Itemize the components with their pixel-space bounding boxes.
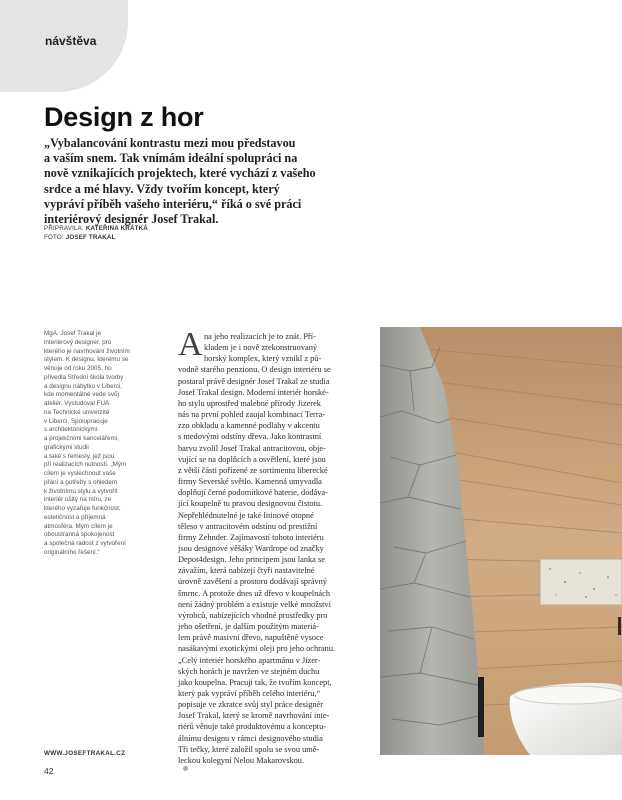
sidebar-line: kde momentálně vede svůj	[44, 391, 119, 399]
body-line: riérů věnuje také produktovému a konceptu-	[178, 722, 327, 732]
sidebar-line: MgA. Josef Trakal je	[44, 330, 102, 337]
bathroom-photo	[380, 327, 622, 755]
body-line: těleso v antracitovém odstínu od prestižní	[178, 521, 318, 531]
tub-rim	[514, 686, 622, 704]
body-line: barvu zvolil Josef Trakal antracitovou, obje-	[178, 443, 326, 453]
end-mark-icon	[183, 766, 188, 771]
body-line: nás na první pohled zaujal kombinací Terra-	[178, 410, 326, 420]
body-line: který pak vypráví příběh celého interiéru,“	[178, 689, 321, 698]
article-credits	[44, 224, 148, 242]
sidebar-line: a společná radost z vytvoření	[44, 540, 126, 547]
credit-photo: FOTO: JOSEF TRAKAL	[44, 234, 116, 241]
sidebar-line: a designu nábytku v Liberci,	[44, 382, 123, 390]
sidebar-line: interiérový designer, pro	[44, 338, 112, 346]
body-line: Josef Trakal design. Moderní interiér horské-	[178, 387, 329, 397]
footer-url[interactable]: WWW.JOSEFTRAKAL.CZ	[44, 750, 126, 757]
article-title: Design z hor	[44, 102, 204, 132]
body-line: s medovými odstíny dřeva. Jako kontrastní	[178, 432, 322, 442]
sidebar-line: interiér ušitý na míru, ze	[44, 496, 112, 504]
sidebar-line: věnuje od roku 2005, ho	[44, 365, 112, 372]
body-line: výrobců, nabízejících vhodné prostředky pro	[178, 610, 328, 620]
sidebar-line: stylem. K designu, kterému se	[44, 356, 129, 364]
body-last-line: leckou kolegyní Nelou Makarovskou.	[178, 755, 368, 771]
body-line: Depot4design. Jeho principem jsou lanka se	[178, 555, 325, 565]
sidebar-line: přivedla Střední škola tvorby	[44, 373, 124, 381]
body-line: úrovně zavěšení a prostoru dodávají správný	[178, 577, 327, 587]
black-radiator	[478, 677, 484, 737]
body-line: popisuje ve zkratce svůj styl práce designér	[178, 700, 324, 710]
sidebar-line: estetičnost a příjemná	[44, 513, 106, 521]
sidebar-line: kterého je navrhování životním	[44, 347, 130, 355]
body-line: álnímu designu v rámci designového studia	[178, 733, 323, 743]
body-line: nasákavými exotickými oleji pro jeho ochranu.	[178, 644, 336, 654]
body-line: není žádný problém a existuje velké množství	[178, 599, 331, 609]
sidebar-line: grafickými studii	[44, 443, 89, 451]
page-number: 42	[44, 766, 54, 776]
body-line: závažím, která nabízejí čtyři nastavitelné	[178, 566, 315, 576]
sidebar-line: a projekčními kancelářemi,	[44, 435, 119, 442]
terrazzo-niche	[540, 559, 622, 605]
sidebar-line: s architektonickými	[44, 426, 98, 434]
body-line: kladem je i nově zrekonstruovaný	[204, 343, 318, 353]
sidebar-line: oboustranná spokojenost	[44, 531, 115, 539]
body-line: lem právě masivní dřevo, napuštěné vysoce	[178, 633, 324, 643]
body-line: z větší části pořízené ze sortimentu liberecké	[178, 465, 328, 475]
article-body	[178, 326, 368, 771]
body-line: vující se na doplňcích a osvětlení, které jsou	[178, 454, 326, 464]
lead-line: interiérový designér Josef Trakal.	[44, 212, 219, 227]
body-line: doplňují černé podomítkové baterie, dodáva-	[178, 488, 328, 498]
section-label: návštěva	[45, 34, 97, 48]
body-line: zzo obkladu a kamenné podlahy v akcentu	[178, 421, 320, 431]
body-line: jako koupelna. Pracuji tak, že tvořím koncept,	[178, 677, 332, 687]
sidebar-line: při realizacích nutností. „Mým	[44, 461, 127, 469]
drop-cap: A	[178, 326, 203, 363]
faucet-icon	[618, 617, 621, 635]
designer-bio-sidebar	[44, 330, 156, 558]
lead-line: srdce a mé hlavy. Vždy tvořím koncept, který	[44, 181, 280, 196]
body-line: ských horách je navržen ve stejném duchu	[178, 666, 320, 676]
body-line: jsou designové věšáky Wardrope od značky	[178, 543, 324, 553]
body-line: postaral právě designér Josef Trakal ze studia	[178, 376, 330, 386]
lead-line: a vaším snem. Tak vnímám ideální spolupráci na	[44, 151, 298, 166]
lead-line: nově vznikajících projektech, které vychází z vašeho	[44, 166, 316, 181]
body-line: vodně starého penzionu. O design interiéru se	[178, 365, 331, 375]
lead-line: vypráví příběh vašeho interiéru,“ říká o své práci	[44, 196, 302, 211]
body-line: na jeho realizacích je to znát. Pří-	[204, 332, 316, 341]
sidebar-line: na Technické univerzitě	[44, 408, 110, 416]
sidebar-line: originálního řešení.“	[44, 548, 100, 556]
sidebar-line: přání a potřeby s ohledem	[44, 478, 118, 486]
article-lead	[44, 136, 374, 227]
body-line: horský komplex, který vznikl z pů-	[204, 354, 322, 364]
body-line: firmy Severské světlo. Kamenná umyvadla	[178, 477, 322, 487]
lead-line: „Vybalancování kontrastu mezi mou představou	[44, 136, 296, 150]
sidebar-line: a také s řemesly, jež jsou	[44, 452, 115, 460]
sidebar-line: v Liberci. Spolupracuje	[44, 417, 108, 425]
body-line: „Celý interiér horského apartmánu v Jizer-	[178, 655, 321, 665]
credit-author: PŘIPRAVILA: KATEŘINA KRÁTKÁ	[44, 225, 148, 232]
sidebar-line: ateliér. Vystudoval FUA	[44, 400, 110, 407]
body-line: jeho ošetření, je dalším použitým materiá-	[178, 622, 319, 632]
body-line: šmrnc. A protože dnes už dřevo v koupelnách	[178, 588, 330, 598]
body-line: Josef Trakal, který se kromě navrhování inte-	[178, 711, 330, 721]
body-line: Nepřehlédnutelné je také litinové otopné	[178, 510, 314, 520]
sidebar-line: k životnímu stylu a vytvořit	[44, 487, 118, 495]
sidebar-line: atmosféra. Mým cílem je	[44, 522, 113, 530]
sidebar-line: kterého vyzařuje funkčnost,	[44, 505, 121, 512]
body-line: ho stylu uprostřed malebné přírody Jizerek	[178, 398, 321, 408]
sidebar-line: cílem je vyslechnout vaše	[44, 470, 116, 477]
body-line: firmy Zehnder. Zajímavostí tohoto interiéru	[178, 532, 324, 542]
body-line: Tři tečky, které založil spolu se svou umě-	[178, 744, 320, 754]
body-line: jící koupelně tu pravou designovou čistotu.	[178, 499, 323, 509]
